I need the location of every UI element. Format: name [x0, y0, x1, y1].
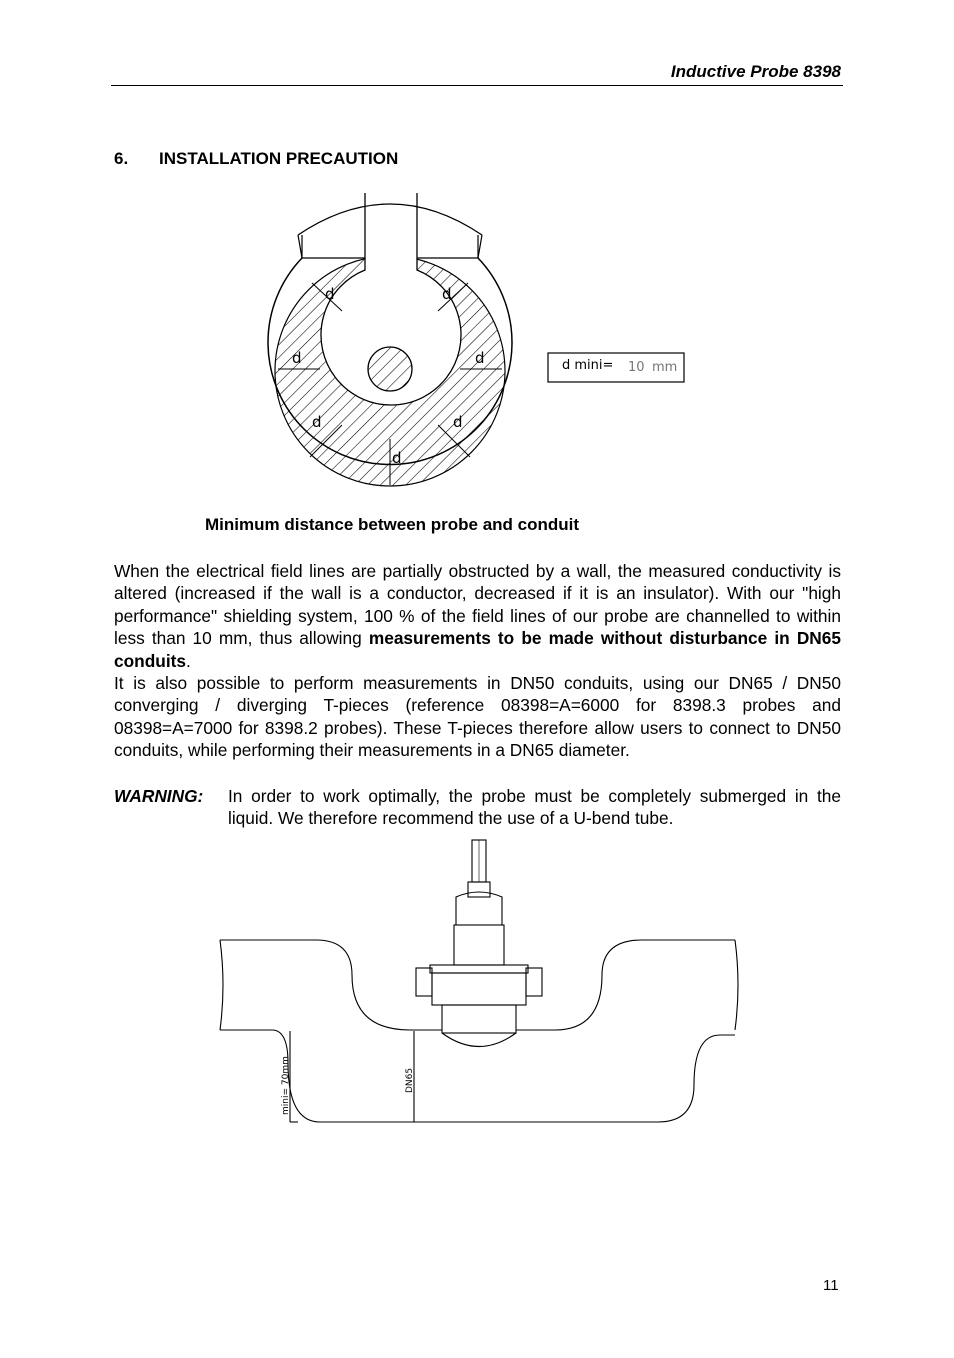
- paragraph-1: [114, 560, 841, 672]
- body-text: [114, 560, 841, 762]
- header-rule: [111, 85, 843, 86]
- distance-label-d: d: [475, 349, 485, 367]
- distance-label-d: d: [453, 413, 463, 431]
- dim-min-label: mini= 70mm: [281, 1056, 291, 1115]
- distance-label-d: d: [312, 413, 322, 431]
- paragraph-2: It is also possible to perform measurements in DN50 conduits, using our DN65 / DN50 converging / diverging T-pieces (reference 08398=A=6000 for 8398.3 probes and 08398=A=7000 for 8398.2 probes). These T-pieces therefore allow users to connect to DN50 conduits, while performing their measurements in a DN65 diameter.: [114, 673, 841, 761]
- probe-cross-section-diagram: [260, 185, 700, 495]
- distance-label-d: d: [325, 285, 335, 303]
- legend-value: 10: [628, 360, 645, 375]
- distance-label-d: d: [442, 285, 452, 303]
- warning-block: [114, 785, 841, 830]
- distance-label-d: d: [392, 449, 402, 467]
- header-title: Inductive Probe 8398: [670, 62, 841, 81]
- paragraph-1-end: .: [186, 650, 191, 671]
- warning-text: In order to work optimally, the probe must be completely submerged in the liquid. We therefore recommend the use of a U-bend tube.: [228, 786, 841, 829]
- section-number: 6.: [114, 149, 129, 168]
- distance-label-d: d: [292, 349, 302, 367]
- warning-label: WARNING:: [114, 786, 204, 806]
- paragraph-1-text: When the electrical field lines are partially obstructed by a wall, the measured conductivity is altered (increased if the wall is a conductor, decreased if it is an insulator). With our "high performance" shielding system, 100 % of the field lines of our probe are channelled to within less than 10 mm, thus allowing: [114, 561, 841, 649]
- paragraph-1-bold: measurements to be made without disturbance in DN65 conduits: [114, 628, 842, 671]
- figure-caption: Minimum distance between probe and conduit: [205, 515, 580, 534]
- section-heading: [114, 149, 398, 169]
- legend-unit: mm: [652, 360, 678, 375]
- section-title: INSTALLATION PRECAUTION: [159, 149, 399, 168]
- u-bend-installation-diagram: [210, 835, 750, 1135]
- dim-dn-label: DN65: [405, 1067, 415, 1093]
- page-number: 11: [823, 1277, 839, 1294]
- legend-label: d mini=: [562, 358, 614, 373]
